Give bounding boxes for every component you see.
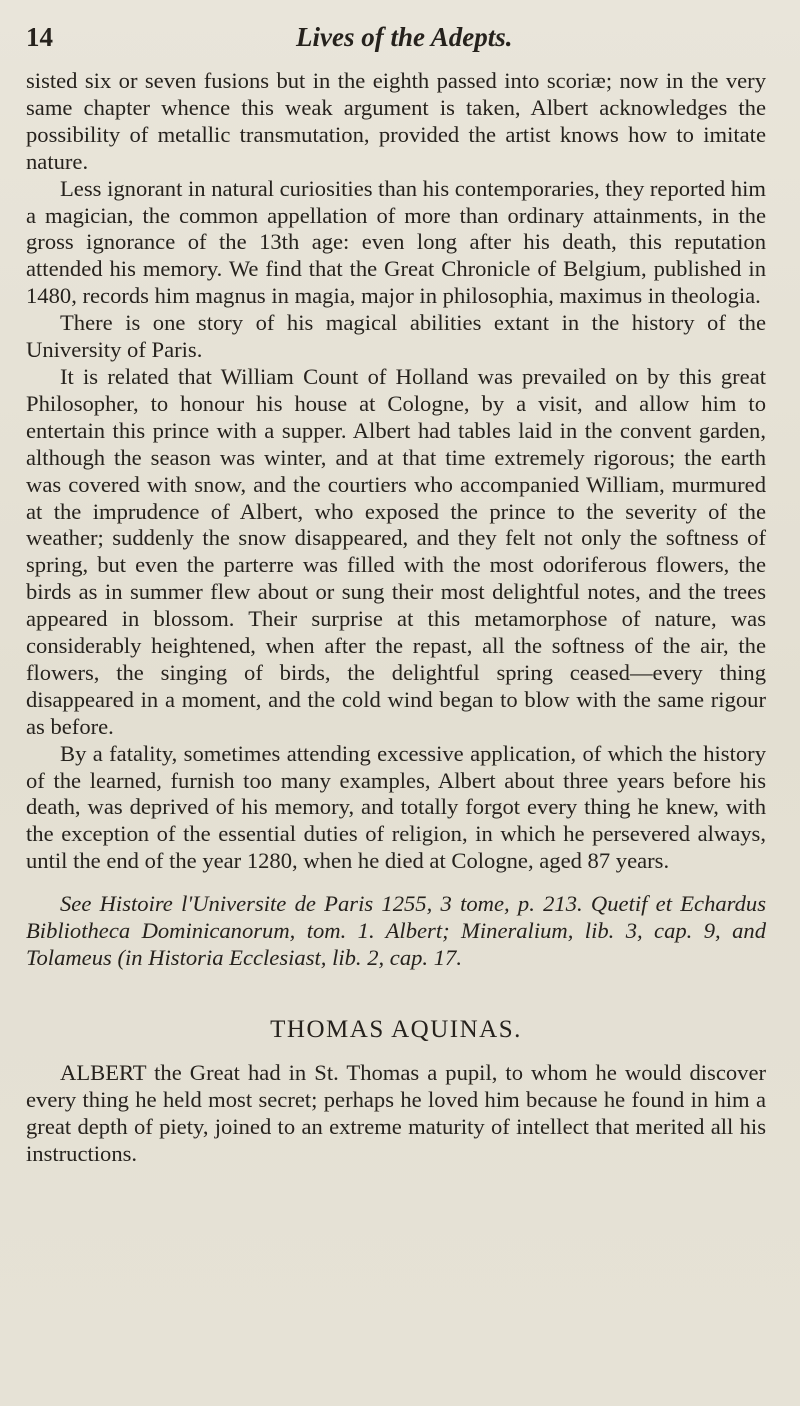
running-title: Lives of the Adepts. [296, 22, 513, 52]
paragraph-story-intro: There is one story of his magical abilities extant in the history of the University of Paris. [26, 310, 766, 363]
paragraph-memory-loss: By a fatality, sometimes attending excessive application, of which the history of the learned, furnish too many examples, Albert about three years before his death, was deprived of his memory, and totally forgot every thing he knew, with the exception of the essential duties of religion, in which he persevered always, until the end of the year 1280, when he died at Cologne, aged 87 years. [26, 740, 766, 874]
paragraph-magician-reputation: Less ignorant in natural curiosities than his contemporaries, they reported him a magician, the common appellation of more than ordinary attainments, in the gross ignorance of the 13th age: even long after his death, this reputation attended his memory. We find that the Great Chronicle of Belgium, published in 1480, records him magnus in magia, major in philosophia, maximus in theologia. [26, 175, 766, 309]
running-head [26, 22, 766, 62]
paragraph-continued: sisted six or seven fusions but in the eighth passed into scoriæ; now in the very same chapter whence this weak argument is taken, Albert acknowledges the possibility of metallic transmutation, provided the artist knows how to imitate nature. [26, 68, 766, 174]
section-heading: THOMAS AQUINAS. [270, 1015, 522, 1043]
paragraph-winter-garden-story: It is related that William Count of Holland was prevailed on by this great Philosopher, to honour his house at Cologne, by a visit, and allow him to entertain this prince with a supper. Albert had tables laid in the convent garden, although the season was winter, and at that time extremely rigorous; the earth was covered with snow, and the courtiers who accompanied William, murmured at the imprudence of Albert, who exposed the prince to the severity of the weather; suddenly the snow disappeared, and they felt not only the softness of spring, but even the parterre was filled with the most odoriferous flowers, the birds as in summer flew about or sung their most delightful notes, and the trees appeared in blossom. Their surprise at this metamorphose of nature, was considerably heightened, when after the repast, all the softness of the air, the flowers, the singing of birds, the delightful spring ceased—every thing disappeared in a moment, and the cold wind began to blow with the same rigour as before. [26, 363, 766, 739]
page-number: 14 [26, 22, 53, 52]
paragraph-thomas-aquinas: ALBERT the Great had in St. Thomas a pupil, to whom he would discover every thing he held most secret; perhaps he loved him because he found in him a great depth of piety, joined to an extreme maturity of intellect that merited all his instructions. [26, 1059, 766, 1166]
bibliographic-reference: See Histoire l'Universite de Paris 1255, 3 tome, p. 213. Quetif et Echardus Bibliotheca Dominicanorum, tom. 1. Albert; Mineralium, lib. 3, cap. 9, and Tolameus (in Historia Ecclesiast, lib. 2, cap. 17. [26, 891, 766, 970]
